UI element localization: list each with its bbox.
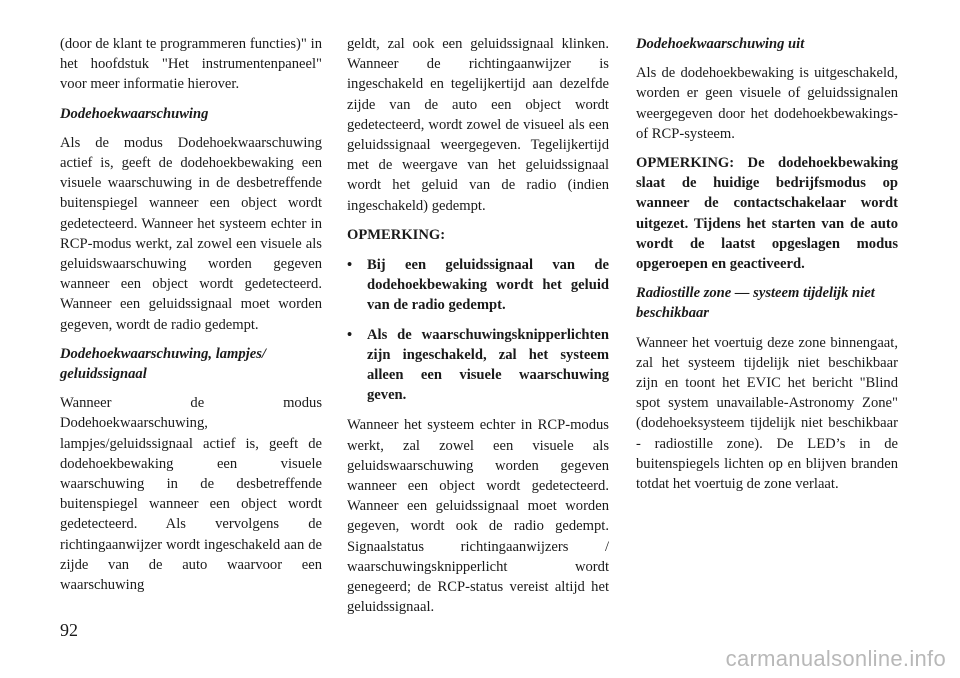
paragraph: geldt, zal ook een geluidssignaal klinken. Wanneer de richtingaanwijzer is ingeschakeld en tegelijkertijd aan dezelfde zijde van de auto een object wordt gedetecteerd, wordt zowel de visueel als een geluidssignaal weergegeven. Tegelijkertijd met de weergave van het geluidssignaal wordt het geluid van de radio (indien ingeschakeld) gedempt. bbox=[347, 36, 609, 214]
bullet-item: • Bij een geluidssignaal van de dodehoekbewaking wordt het geluid van de radio gedempt. bbox=[347, 255, 609, 316]
paragraph: Wanneer het systeem echter in RCP-modus werkt, zal zowel een visuele als geluidswaarschuwing worden gegeven wanneer een object wordt gedetecteerd. Wanneer een geluidssignaal moet worden gegeven, wordt ook de radio gedempt. Signaalstatus richtingaanwijzers / waarschuwingsknipperlicht wordt genegeerd; de RCP-status vereist altijd het geluidssignaal. bbox=[347, 417, 609, 616]
column-middle bbox=[347, 34, 609, 626]
column-left bbox=[60, 34, 322, 604]
note-bullet-list bbox=[347, 255, 609, 405]
footer-watermark: carmanualsonline.info bbox=[725, 646, 946, 671]
section-heading: Dodehoekwaarschuwing bbox=[60, 105, 209, 122]
page-number: 92 bbox=[60, 620, 78, 640]
section-heading: Dodehoekwaarschuwing uit bbox=[636, 36, 805, 52]
section-heading: Dodehoekwaarschuwing, lampjes/ geluidssignaal bbox=[60, 345, 266, 383]
note-paragraph: OPMERKING: De dodehoekbewaking slaat de huidige bedrijfsmodus op wanneer de contactschakelaar wordt uitgezet. Tijdens het starten van de auto wordt de laatst opgeslagen modus opgeroepen en geactiveerd. bbox=[636, 155, 898, 273]
note-heading: OPMERKING: bbox=[347, 226, 446, 243]
paragraph: Als de modus Dodehoekwaarschuwing actief is, geeft de dodehoekbewaking een visuele waarschuwing in de desbetreffende buitenspiegel wanneer een object wordt gedetecteerd. Wanneer het systeem echter in RCP-modus werkt, zal zowel een visuele als geluidswaarschuwing worden gegeven wanneer een object wordt gedetecteerd. Wanneer een geluidssignaal moet worden gegeven, wordt de radio gedempt. bbox=[60, 134, 322, 333]
paragraph: (door de klant te programmeren functies)" in het hoofdstuk "Het instrumentenpaneel" voor meer informatie hierover. bbox=[60, 36, 322, 93]
column-right bbox=[636, 34, 898, 503]
paragraph: Wanneer de modus Dodehoekwaarschuwing, lampjes/geluidssignaal actief is, geeft de dodehoekbewaking een visuele waarschuwing in de desbetreffende buitenspiegel wanneer een object wordt gedetecteerd. Als vervolgens de richtingaanwijzer wordt ingeschakeld aan de zijde van de auto waarvoor een waarschuwing bbox=[60, 395, 322, 594]
section-heading: Radiostille zone — systeem tijdelijk niet beschikbaar bbox=[636, 285, 875, 322]
paragraph: Wanneer het voertuig deze zone binnengaat, zal het systeem tijdelijk niet beschikbaar zijn en toont het EVIC het bericht "Blind spot system unavailable-Astronomy Zone" (dodehoeksysteem tijdelijk niet beschikbaar - radiostille zone). De LED’s in de buitenspiegels lichten op en blijven branden totdat het voertuig de zone verlaat. bbox=[636, 334, 898, 493]
paragraph: Als de dodehoekbewaking is uitgeschakeld, worden er geen visuele of geluidssignalen weergegeven door het dodehoekbewakings- of RCP-systeem. bbox=[636, 65, 898, 142]
bullet-item: • Als de waarschuwingsknipperlichten zijn ingeschakeld, zal het systeem alleen een visuele waarschuwing geven. bbox=[347, 325, 609, 406]
